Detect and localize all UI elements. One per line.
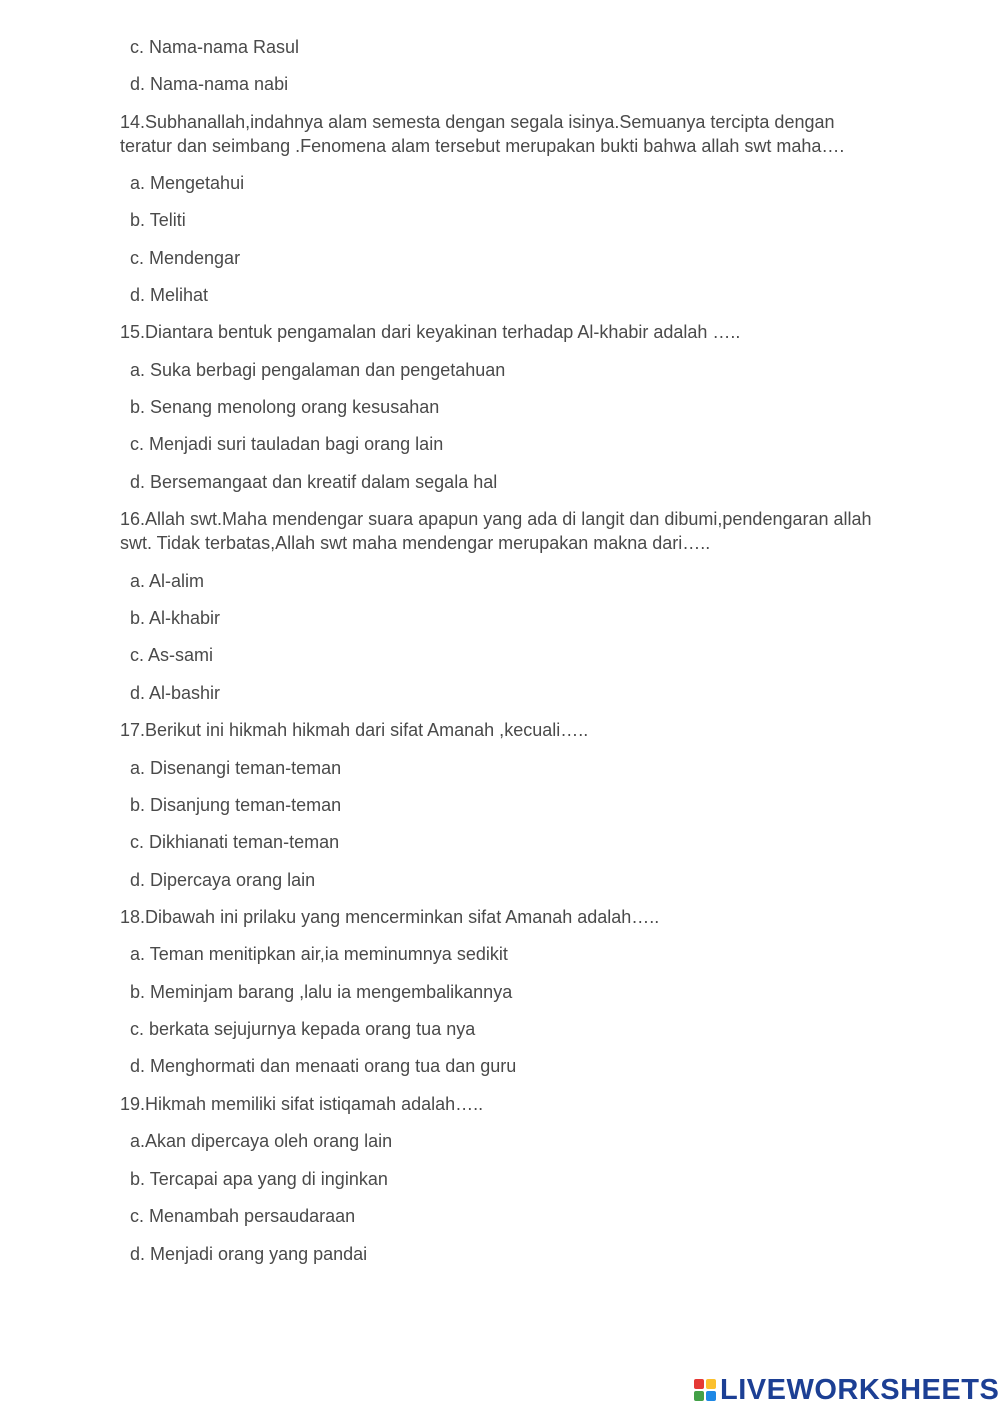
answer-option: a. Suka berbagi pengalaman dan pengetahuan — [130, 360, 506, 380]
answer-option: d. Menjadi orang yang pandai — [130, 1244, 368, 1264]
answer-option: b. Meminjam barang ,lalu ia mengembalikannya — [130, 982, 513, 1002]
question-text: 15.Diantara bentuk pengamalan dari keyakinan terhadap Al-khabir adalah ….. — [120, 322, 741, 342]
answer-option: a. Mengetahui — [130, 173, 245, 193]
answer-option: a. Teman menitipkan air,ia meminumnya sedikit — [130, 944, 508, 964]
answer-option: a. Disenangi teman-teman — [130, 758, 342, 778]
answer-option: c. berkata sejujurnya kepada orang tua nya — [130, 1019, 476, 1039]
answer-option: b. Al-khabir — [130, 608, 221, 628]
question-text: 17.Berikut ini hikmah hikmah dari sifat Amanah ,kecuali….. — [120, 720, 589, 740]
answer-option: a.Akan dipercaya oleh orang lain — [130, 1131, 393, 1151]
answer-option: d. Bersemangaat dan kreatif dalam segala hal — [130, 472, 498, 492]
question-text: 14.Subhanallah,indahnya alam semesta dengan segala isinya.Semuanya tercipta dengan teratur dan seimbang .Fenomena alam tersebut merupakan bukti bahwa allah swt maha…. — [120, 112, 845, 156]
logo-square-green — [694, 1391, 704, 1401]
logo-square-blue — [706, 1391, 716, 1401]
logo-text: LIVEWORKSHEETS — [720, 1373, 1000, 1406]
answer-option: a. Al-alim — [130, 571, 205, 591]
answer-option: d. Nama-nama nabi — [130, 74, 289, 94]
answer-option: c. As-sami — [130, 645, 214, 665]
question-text: 16.Allah swt.Maha mendengar suara apapun yang ada di langit dan dibumi,pendengaran allah swt. Tidak terbatas,Allah swt maha mendengar merupakan makna dari….. — [120, 509, 872, 553]
answer-option: c. Nama-nama Rasul — [130, 37, 300, 57]
question-text: 19.Hikmah memiliki sifat istiqamah adalah….. — [120, 1094, 484, 1114]
answer-option: d. Dipercaya orang lain — [130, 870, 316, 890]
answer-option: b. Disanjung teman-teman — [130, 795, 342, 815]
logo-square-red — [694, 1379, 704, 1389]
answer-option: b. Tercapai apa yang di inginkan — [130, 1169, 388, 1189]
answer-option: d. Melihat — [130, 285, 209, 305]
answer-option: d. Al-bashir — [130, 683, 221, 703]
logo-square-yellow — [706, 1379, 716, 1389]
question-text: 18.Dibawah ini prilaku yang mencerminkan sifat Amanah adalah….. — [120, 907, 660, 927]
answer-option: c. Dikhianati teman-teman — [130, 832, 340, 852]
answer-option: b. Teliti — [130, 210, 186, 230]
logo-grid-icon — [694, 1379, 716, 1401]
answer-option: c. Mendengar — [130, 248, 241, 268]
answer-option: c. Menjadi suri tauladan bagi orang lain — [130, 434, 444, 454]
answer-option: c. Menambah persaudaraan — [130, 1206, 356, 1226]
answer-option: d. Menghormati dan menaati orang tua dan guru — [130, 1056, 517, 1076]
answer-option: b. Senang menolong orang kesusahan — [130, 397, 440, 417]
liveworksheets-logo — [694, 1375, 999, 1405]
